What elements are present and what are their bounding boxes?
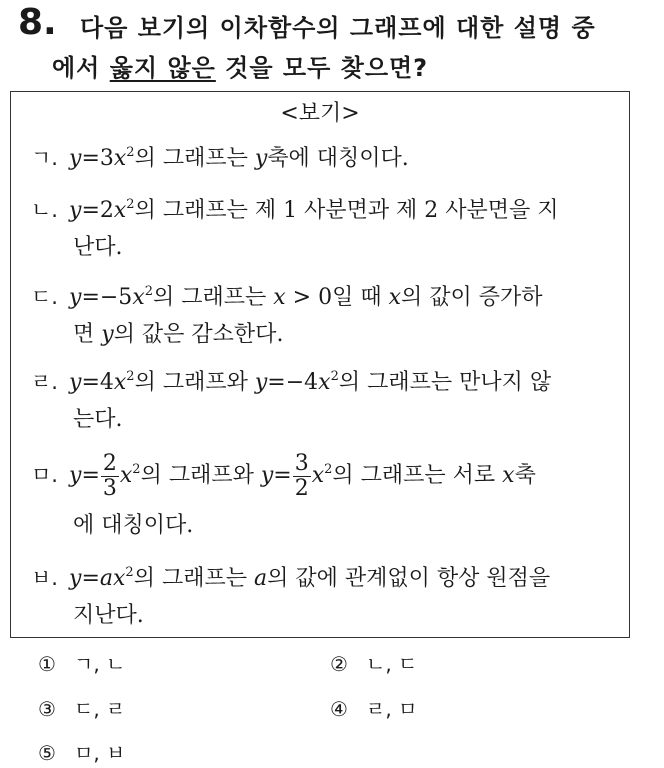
box-item-6: ㅂ. $y=ax^2$의 그래프는 a의 값에 관계없이 항상 원점을 지난다. bbox=[31, 565, 551, 628]
box-title: <보기> bbox=[280, 101, 360, 126]
box-item-5: ㅁ. y= $\frac{2}{3}$ $x^2$의 그래프와 y= $\frac{3}{2}$ $x^2$의 그래프는 서로 x축 에 대칭이다. bbox=[31, 451, 536, 538]
question-text-line1: 다음 보기의 이차함수의 그래프에 대한 설명 중 bbox=[80, 14, 596, 42]
box-item-1: ㄱ. $y=3x^2$의 그래프는 y축에 대칭이다. bbox=[31, 145, 409, 171]
choice-5[interactable]: ⑤ ㅁ, ㅂ bbox=[38, 741, 126, 765]
underlined-phrase: 옳지 않은 bbox=[109, 54, 216, 82]
example-box bbox=[10, 91, 630, 638]
fraction-2-3: $\frac{2}{3}$ bbox=[102, 451, 117, 501]
choice-3[interactable]: ③ ㄷ, ㄹ bbox=[38, 697, 126, 721]
choice-1[interactable]: ① ㄱ, ㄴ bbox=[38, 652, 126, 676]
choice-4[interactable]: ④ ㄹ, ㅁ bbox=[330, 697, 418, 721]
box-item-3: ㄷ. $y=-5x^2$의 그래프는 x > 0일 때 x의 값이 증가하 면 y의 값은 감소한다. bbox=[31, 284, 543, 347]
question-text-line2: 에서 옳지 않은 것을 모두 찾으면? bbox=[52, 54, 429, 82]
box-item-4: ㄹ. $y=4x^2$의 그래프와 $y=-4x^2$의 그래프는 만나지 않 는다. bbox=[31, 369, 552, 432]
box-item-2: ㄴ. $y=2x^2$의 그래프는 제 1 사분면과 제 2 사분면을 지 난다. bbox=[31, 197, 559, 260]
fraction-3-2: $\frac{3}{2}$ bbox=[294, 451, 309, 501]
choice-2[interactable]: ② ㄴ, ㄷ bbox=[330, 652, 418, 676]
question-number: 8. bbox=[18, 2, 57, 43]
